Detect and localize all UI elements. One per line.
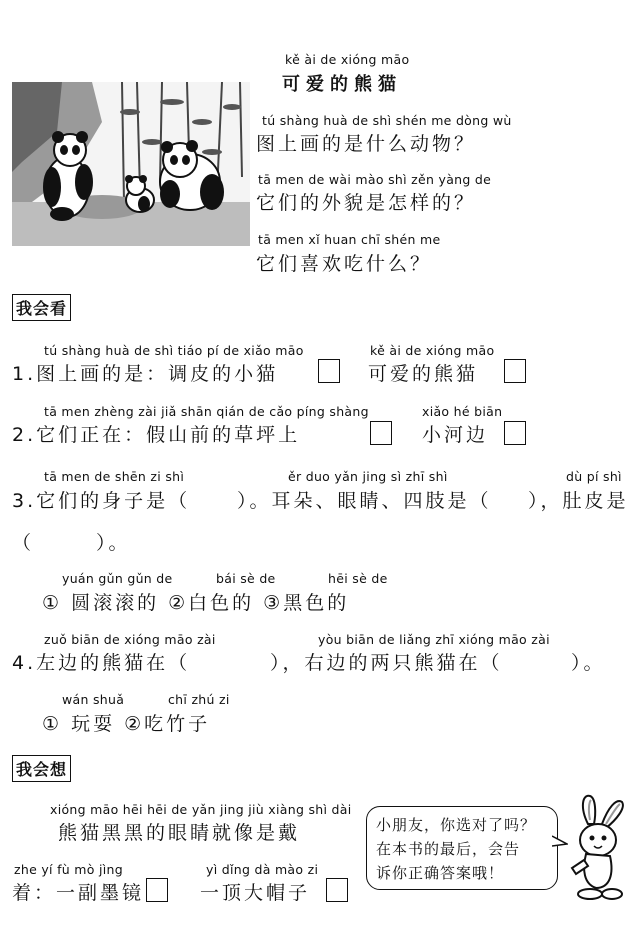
q3-options-text: ① 圆滚滚的 ②白色的 ③黑色的 <box>42 592 350 614</box>
q4-option-2-pinyin: chī zhú zi <box>168 692 230 707</box>
q1-text-a: 1.图上画的是：调皮的小猫 <box>12 363 279 385</box>
bubble-line-3: 诉你正确答案哦！ <box>376 864 505 882</box>
q5-text-b: 着：一副墨镜 <box>12 882 145 904</box>
q4-text-b: ），右边的两只熊猫在（ <box>270 652 503 674</box>
bubble-line-1: 小朋友，你选对了吗？ <box>376 816 537 834</box>
q5-text-c: 一顶大帽子 <box>200 882 311 904</box>
q3-pinyin-a: tā men de shēn zi shì <box>44 469 185 484</box>
question-2-text: 它们的外貌是怎样的？ <box>256 192 477 214</box>
question-1-text: 图上画的是什么动物？ <box>256 133 477 155</box>
q3-text-c: ），肚皮是 <box>528 490 629 512</box>
bubble-line-2: 在本书的最后，会告 <box>376 840 521 858</box>
q3-text-a: 3.它们的身子是（ <box>12 490 191 512</box>
q3-pinyin-c: dù pí shì <box>566 469 622 484</box>
q2-answer-box-a[interactable] <box>370 421 392 445</box>
q2-answer-box-b[interactable] <box>504 421 526 445</box>
q1-text-b: 可爱的熊猫 <box>368 363 479 385</box>
q2-text-b: 小河边 <box>422 424 489 446</box>
q2-pinyin-b: xiǎo hé biān <box>422 404 503 419</box>
q3-option-2-pinyin: bái sè de <box>216 571 276 586</box>
page-title: 可爱的熊猫 <box>282 74 402 95</box>
q4-text-a: 4.左边的熊猫在（ <box>12 652 191 674</box>
q2-pinyin-a: tā men zhèng zài jiǎ shān qián de cǎo píng shàng <box>44 404 369 419</box>
q3-option-1-pinyin: yuán gǔn gǔn de <box>62 571 173 586</box>
q1-answer-box-a[interactable] <box>318 359 340 383</box>
q5-pinyin-b: zhe yí fù mò jìng <box>14 862 123 877</box>
section-header-look: 我会看 <box>12 294 71 321</box>
panda-illustration <box>12 82 250 246</box>
section-header-think: 我会想 <box>12 755 71 782</box>
question-3-text: 它们喜欢吃什么？ <box>256 253 433 275</box>
q5-answer-box-a[interactable] <box>146 878 168 902</box>
q3-text-d: （ <box>12 532 35 554</box>
question-3-pinyin: tā men xǐ huan chī shén me <box>258 232 441 247</box>
q4-pinyin-b: yòu biān de liǎng zhī xióng māo zài <box>318 632 550 647</box>
q5-text-a: 熊猫黑黑的眼睛就像是戴 <box>58 822 301 844</box>
q5-pinyin-a: xióng māo hēi hēi de yǎn jing jiù xiàng shì dài <box>50 802 352 817</box>
q2-text-a: 2.它们正在：假山前的草坪上 <box>12 424 301 446</box>
rabbit-mascot-icon <box>560 790 632 902</box>
q4-pinyin-a: zuǒ biān de xióng māo zài <box>44 632 216 647</box>
q4-options-text: ① 玩耍 ②吃竹子 <box>42 713 211 735</box>
panda-illustration-svg <box>12 82 250 246</box>
q1-pinyin-b: kě ài de xióng māo <box>370 343 495 358</box>
q3-option-3-pinyin: hēi sè de <box>328 571 388 586</box>
speech-bubble <box>366 806 558 890</box>
q3-text-b: ）。耳朵、眼睛、四肢是（ <box>237 490 492 512</box>
question-2-pinyin: tā men de wài mào shì zěn yàng de <box>258 172 492 187</box>
q1-answer-box-b[interactable] <box>504 359 526 383</box>
q5-pinyin-c: yì dǐng dà mào zi <box>206 862 319 877</box>
rabbit-mascot-svg <box>560 790 632 902</box>
q4-option-1-pinyin: wán shuǎ <box>62 692 125 707</box>
q3-text-e: ）。 <box>96 532 131 554</box>
q1-pinyin-a: tú shàng huà de shì tiáo pí de xiǎo māo <box>44 343 304 358</box>
q4-text-c: ）。 <box>571 652 606 674</box>
title-pinyin: kě ài de xióng māo <box>285 52 410 67</box>
q3-pinyin-b: ěr duo yǎn jing sì zhī shì <box>288 469 448 484</box>
question-1-pinyin: tú shàng huà de shì shén me dòng wù <box>262 113 512 128</box>
q5-answer-box-b[interactable] <box>326 878 348 902</box>
